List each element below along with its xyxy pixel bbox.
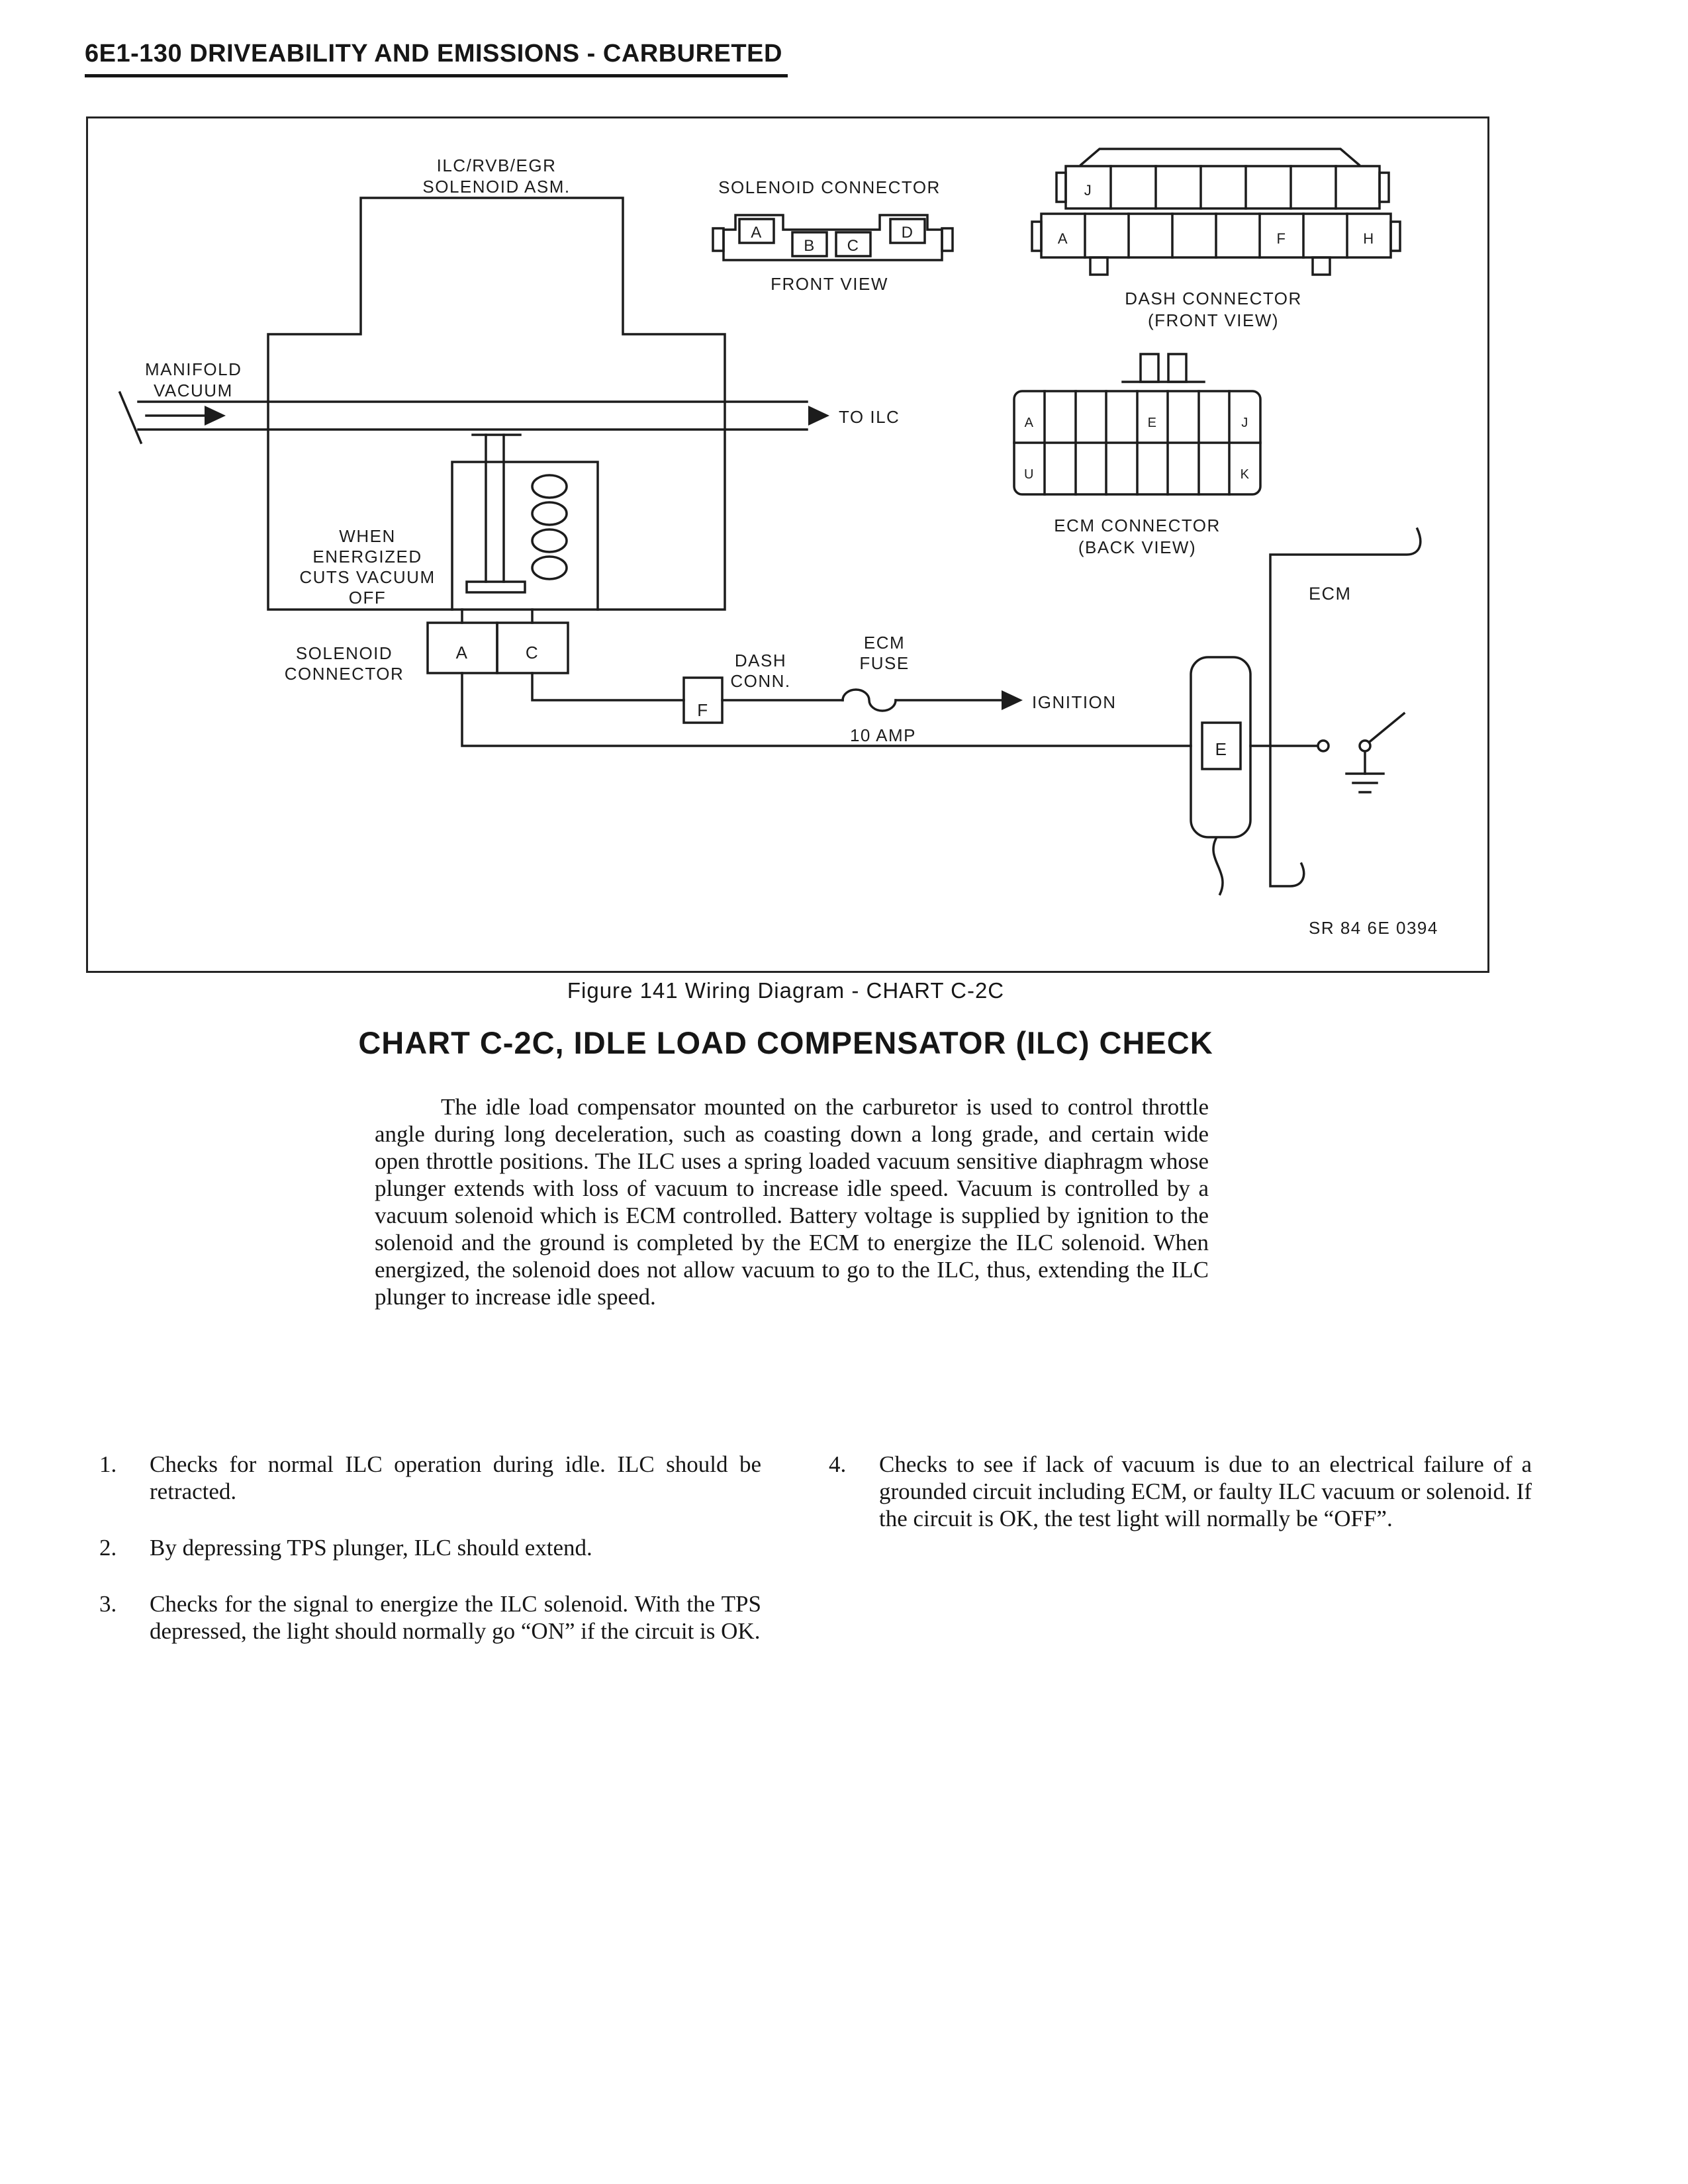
- circuit-wires: [462, 673, 1191, 746]
- amp-rating-label: 10 AMP: [849, 725, 917, 745]
- section-title: CHART C-2C, IDLE LOAD COMPENSATOR (ILC) CHECK: [358, 1025, 1213, 1060]
- dash-conn-label-2: CONN.: [730, 671, 791, 691]
- manifold-label-2: VACUUM: [154, 381, 233, 400]
- figure-caption: Figure 141 Wiring Diagram - CHART C-2C: [567, 978, 1005, 1003]
- step-text: Checks for normal ILC operation during idle. ILC should be retracted.: [150, 1451, 761, 1504]
- solenoid-valve: [452, 435, 598, 610]
- front-pin-c: C: [847, 237, 860, 255]
- ecm-back-pin-a: A: [1024, 416, 1035, 430]
- solenoid-connector-title: SOLENOID CONNECTOR: [718, 177, 941, 197]
- ecm-fuse-label-1: ECM: [863, 633, 906, 653]
- solenoid-connector-label-2: CONNECTOR: [284, 664, 404, 684]
- note-line-3: CUTS VACUUM: [299, 567, 436, 587]
- figure-ref-code: SR 84 6E 0394: [1309, 918, 1438, 938]
- pin-a: A: [455, 643, 469, 662]
- ecm-connector-back-view: [1014, 354, 1260, 557]
- step-text: Checks for the signal to energize the ILC solenoid. With the TPS depressed, the light should normally go “ON” if the circuit is OK.: [150, 1591, 761, 1644]
- manifold-label-1: MANIFOLD: [145, 359, 242, 379]
- steps-column-right: [829, 1451, 1532, 1561]
- front-view-caption: FRONT VIEW: [771, 274, 888, 294]
- ecm-connector-title-1: ECM CONNECTOR: [1054, 516, 1221, 535]
- dash-pin-j: J: [1084, 182, 1093, 199]
- step-item-3: [99, 1590, 761, 1645]
- ecm-back-pin-k: K: [1240, 467, 1250, 482]
- ignition-arrow-icon: [1002, 690, 1023, 710]
- step-number: 1.: [99, 1451, 117, 1477]
- dash-connector-pin: [684, 651, 791, 723]
- step-item-2: [99, 1534, 761, 1561]
- ecm-label: ECM: [1309, 584, 1352, 604]
- front-pin-d: D: [901, 224, 914, 242]
- to-ilc-arrow-icon: [808, 406, 829, 426]
- dash-connector-title-2: (FRONT VIEW): [1147, 310, 1280, 330]
- ecm-back-pin-u: U: [1024, 467, 1035, 482]
- wiring-diagram-svg: [88, 118, 1487, 971]
- step-item-4: [829, 1451, 1532, 1532]
- step-text: By depressing TPS plunger, ILC should extend.: [150, 1535, 592, 1561]
- front-pin-a: A: [751, 224, 763, 242]
- solenoid-connector-pins: [285, 610, 568, 684]
- step-item-1: [99, 1451, 761, 1505]
- pin-e: E: [1215, 739, 1228, 759]
- step-text: Checks to see if lack of vacuum is due to an electrical failure of a grounded circuit including ECM, or faulty ILC vacuum or solenoid. If the circuit is OK, the test light will normally be “OFF”.: [879, 1451, 1532, 1531]
- note-line-4: OFF: [348, 588, 387, 608]
- dash-connector-title-1: DASH CONNECTOR: [1125, 289, 1302, 308]
- solenoid-asm-label-1: ILC/RVB/EGR: [436, 156, 557, 175]
- intro-paragraph: The idle load compensator mounted on the carburetor is used to control throttle angle during long deceleration, such as coasting down a long grade, and certain wide open throttle positions. The ILC uses a spring loaded vacuum sensitive diaphragm whose plunger extends with loss of vacuum to increase idle speed. Vacuum is controlled by a vacuum solenoid which is ECM controlled. Battery voltage is supplied by ignition to the solenoid and the ground is completed by the ECM to energize the ILC solenoid. When energized, the solenoid does not allow vacuum to go to the ILC, thus, extending the ILC plunger to increase idle speed.: [375, 1094, 1209, 1310]
- ecm-connector-title-2: (BACK VIEW): [1078, 537, 1197, 557]
- solenoid-connector-label-1: SOLENOID: [295, 643, 393, 663]
- ecm-boundary: [1270, 529, 1421, 886]
- dash-connector-front-view: [1032, 149, 1400, 330]
- wiring-diagram-figure: [86, 116, 1489, 973]
- ignition-label: IGNITION: [1032, 692, 1117, 712]
- vacuum-passage: [120, 359, 900, 443]
- ecm-back-pin-e: E: [1147, 416, 1158, 430]
- step-number: 2.: [99, 1535, 117, 1561]
- switch-blade-icon: [1370, 713, 1404, 741]
- steps-column-left: [99, 1451, 761, 1674]
- ecm-fuse-label-2: FUSE: [859, 653, 910, 673]
- ground-symbol-icon: [1346, 774, 1383, 792]
- ecm-back-pin-j: J: [1241, 416, 1249, 430]
- dash-pin-f: F: [1276, 230, 1287, 247]
- to-ilc-label: TO ILC: [839, 407, 900, 427]
- pin-f: F: [697, 700, 709, 720]
- manifold-arrow-icon: [205, 406, 226, 426]
- pin-c: C: [525, 643, 539, 662]
- ecm-module: [1191, 529, 1421, 894]
- note-line-2: ENERGIZED: [312, 547, 422, 567]
- page-header: 6E1-130 DRIVEABILITY AND EMISSIONS - CARBURETED: [85, 40, 788, 77]
- solenoid-asm-label-2: SOLENOID ASM.: [422, 177, 571, 197]
- step-number: 4.: [829, 1451, 847, 1477]
- front-pin-b: B: [804, 237, 816, 255]
- note-line-1: WHEN: [339, 526, 396, 546]
- fuse-symbol-icon: [843, 690, 896, 711]
- dash-pin-a: A: [1057, 230, 1069, 247]
- dash-pin-h: H: [1363, 230, 1375, 247]
- harness-break-icon: [1213, 839, 1223, 894]
- when-energized-note: [299, 526, 435, 608]
- step-number: 3.: [99, 1591, 117, 1617]
- solenoid-assembly: [268, 156, 725, 610]
- dash-conn-label-1: DASH: [734, 651, 787, 670]
- solenoid-connector-front-view: [713, 177, 953, 294]
